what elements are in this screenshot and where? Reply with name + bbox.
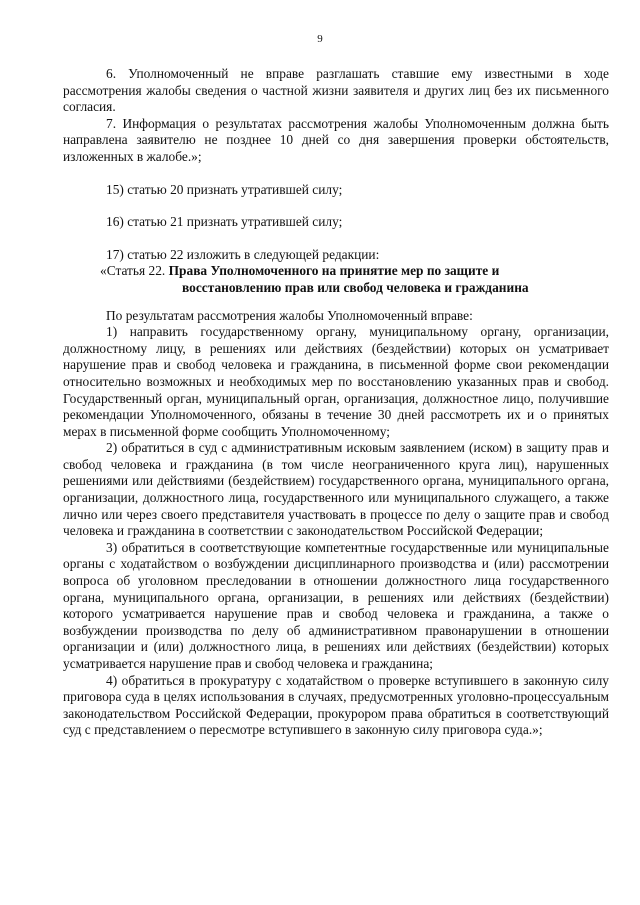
item-15: 15) статью 20 признать утратившей силу; <box>106 181 343 197</box>
article-intro: По результатам рассмотрения жалобы Уполномоченный вправе: <box>106 307 473 323</box>
article-item-4: 4) обратиться в прокуратуру с ходатайством о проверке вступившего в законную силу приговора суда в целях использования в случаях, предусмотренных уголовно-процессуальным законодательством Российской Федерации, прокурором права обратиться в соответствующий суд с представлением о пересмотре вступившего в законную силу приговора суда.»; <box>63 672 609 738</box>
article-item-2: 2) обратиться в суд с административным исковым заявлением (иском) в защиту прав и свобод человека и гражданина (в том числе неограниченного круга лиц), нарушенных решениями или действиями (бездействием) государственного органа, муниципального органа, организации, должностного лица, государственного или муниципального служащего, а также лично или через своего представителя участвовать в процессе по делу о защите прав и свобод человека и гражданина в соответствии с законодательством Российской Федерации; <box>63 440 609 539</box>
article-item-3: 3) обратиться в соответствующие компетентные государственные или муниципальные органы с ходатайством о возбуждении дисциплинарного производства и (или) рассмотрении вопроса об уголовном преследовании в отношении должностного лица государственного органа, муниципального органа, организации, в решениях или действиях (бездействии) которого усматривается нарушение прав и свобод человека и гражданина, а также о возбуждении производства по делу об административном правонарушении в отношении организации и (или) должностного лица, в решениях или действиях (бездействии) которых усматривается нарушение прав и свобод человека и гражданина; <box>63 539 609 671</box>
page-number: 9 <box>317 33 323 45</box>
article-heading <box>63 263 609 296</box>
item-16: 16) статью 21 признать утратившей силу; <box>106 214 343 230</box>
article-title-line1: Права Уполномоченного на принятие мер по защите и <box>168 263 500 279</box>
article-title-line2: восстановлению прав или свобод человека и гражданина <box>182 279 529 295</box>
paragraph-6: 6. Уполномоченный не вправе разглашать ставшие ему известными в ходе рассмотрения жалобы сведения о частной жизни заявителя и других лиц без их письменного согласия. <box>63 66 609 115</box>
article-item-1: 1) направить государственному органу, муниципальному органу, организации, должностному лицу, в решениях или действиях (бездействии) которых он усматривает нарушение прав и свобод человека и гражданина, в письменной форме свои рекомендации относительно возможных и необходимых мер по восстановлению указанных прав и свобод. Государственный орган, муниципальный орган, организация, должностное лицо, получившие рекомендации Уполномоченного, обязаны в течение 30 дней рассмотреть их и о принятых мерах в письменной форме сообщить Уполномоченному; <box>63 324 609 439</box>
document-body <box>63 66 609 739</box>
item-17: 17) статью 22 изложить в следующей редакции: <box>106 246 380 262</box>
paragraph-7: 7. Информация о результатах рассмотрения жалобы Уполномоченным должна быть направлена заявителю не позднее 10 дней со дня завершения проверки обстоятельств, изложенных в жалобе.»; <box>63 115 609 164</box>
article-number: «Статья 22. <box>100 263 166 279</box>
